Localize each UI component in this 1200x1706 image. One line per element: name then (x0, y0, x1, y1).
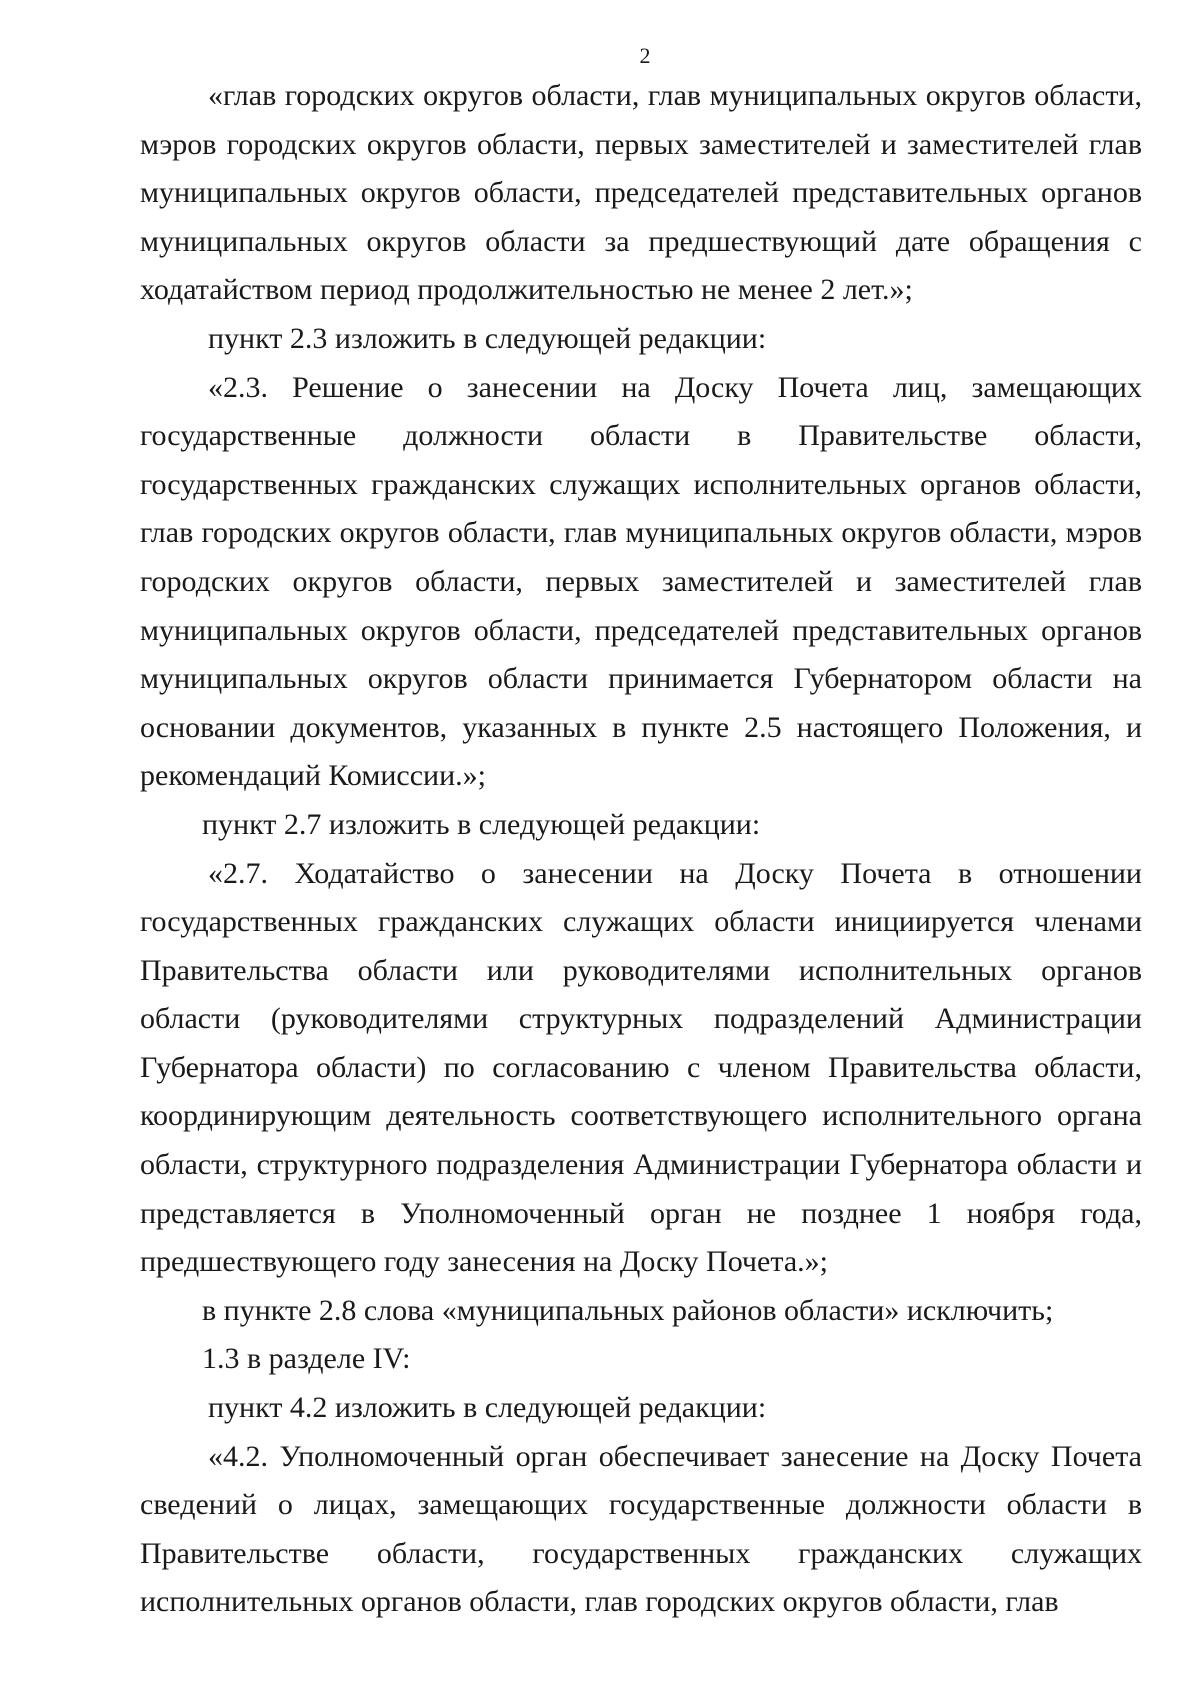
document-body (140, 72, 1142, 1627)
paragraph-continuation: «глав городских округов области, глав муниципальных округов области, мэров городских округов области, первых заместителей и заместителей глав муниципальных округов области, председателей представительных органов муниципальных округов области за предшествующий дате обращения с ходатайством период продолжительностью не менее 2 лет.»; (140, 79, 1142, 307)
paragraph-clause-2-7: «2.7. Ходатайство о занесении на Доску Почета в отношении государственных гражданских служащих области инициируется членами Правительства области или руководителями исполнительных органов области (руководителями структурных подразделений Администрации Губернатора области) по согласованию с членом Правительства области, координирующим деятельность соответствующего исполнительного органа области, структурного подразделения Администрации Губернатора области и представляется в Уполномоченный орган не позднее 1 ноября года, предшествующего году занесения на Доску Почета.»; (140, 856, 1142, 1279)
paragraph-section-iv: 1.3 в разделе IV: (202, 1342, 411, 1376)
paragraph-instruction-2-8: в пункте 2.8 слова «муниципальных районов области» исключить; (202, 1293, 1054, 1327)
paragraph-instruction-4-2: пункт 4.2 изложить в следующей редакции: (208, 1391, 767, 1425)
paragraph-instruction-2-7: пункт 2.7 изложить в следующей редакции: (202, 807, 761, 841)
paragraph-instruction-2-3: пункт 2.3 изложить в следующей редакции: (208, 321, 767, 355)
paragraph-clause-4-2: «4.2. Уполномоченный орган обеспечивает занесение на Доску Почета сведений о лицах, замещающих государственные должности области в Правительстве области, государственных гражданских служащих исполнительных органов области, глав городских округов области, глав (140, 1439, 1142, 1619)
paragraph-clause-2-3: «2.3. Решение о занесении на Доску Почета лиц, замещающих государственные должности области в Правительстве области, государственных гражданских служащих исполнительных органов области, глав городских округов области, глав муниципальных округов области, мэров городских округов области, первых заместителей и заместителей глав муниципальных округов области, председателей представительных органов муниципальных округов области принимается Губернатором области на основании документов, указанных в пункте 2.5 настоящего Положения, и рекомендаций Комиссии.»; (140, 370, 1142, 793)
page-number: 2 (639, 43, 651, 68)
